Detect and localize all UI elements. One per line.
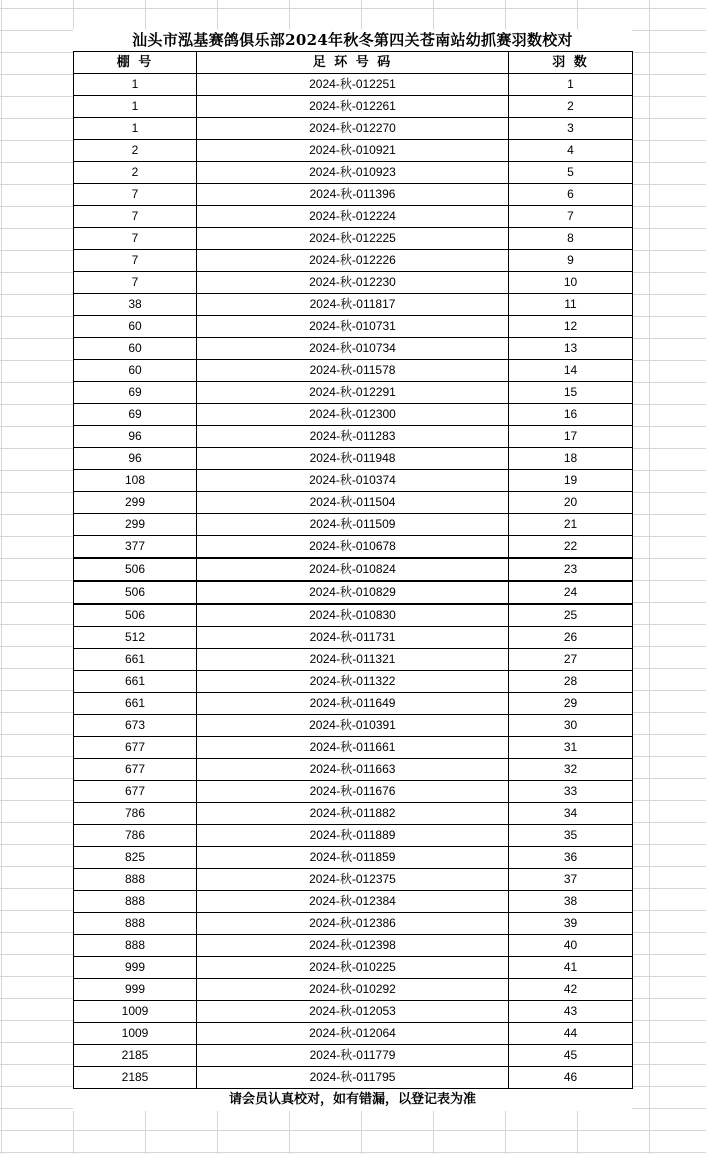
cell-loft[interactable]: 7 [74,184,197,206]
cell-loft[interactable]: 1 [74,96,197,118]
cell-loft[interactable]: 96 [74,426,197,448]
cell-ring[interactable]: 2024-秋-011322 [197,671,509,693]
cell-ring[interactable]: 2024-秋-011649 [197,693,509,715]
table-row [74,184,633,206]
cell-ring[interactable]: 2024-秋-011661 [197,737,509,759]
table-row [74,869,633,891]
cell-loft[interactable]: 661 [74,693,197,715]
table-row [74,228,633,250]
cell-loft[interactable]: 677 [74,759,197,781]
table-row [74,649,633,671]
cell-loft[interactable]: 888 [74,869,197,891]
table-row [74,1023,633,1045]
header-loft[interactable]: 棚 号 [74,52,197,74]
cell-loft[interactable]: 677 [74,781,197,803]
cell-loft[interactable]: 673 [74,715,197,737]
cell-ring[interactable]: 2024-秋-011731 [197,627,509,649]
table-row [74,891,633,913]
table-row [74,404,633,426]
cell-count[interactable]: 6 [509,184,633,206]
cell-loft[interactable]: 2 [74,140,197,162]
cell-count[interactable]: 24 [509,581,633,604]
cell-count[interactable]: 12 [509,316,633,338]
cell-count[interactable]: 1 [509,74,633,96]
cell-count[interactable]: 18 [509,448,633,470]
cell-count[interactable]: 43 [509,1001,633,1023]
cell-loft[interactable]: 661 [74,671,197,693]
cell-loft[interactable]: 69 [74,404,197,426]
cell-count[interactable]: 16 [509,404,633,426]
table-row [74,426,633,448]
cell-count[interactable]: 36 [509,847,633,869]
cell-ring[interactable]: 2024-秋-011509 [197,514,509,536]
table-row [74,825,633,847]
table-row [74,316,633,338]
cell-ring[interactable]: 2024-秋-011882 [197,803,509,825]
table-row [74,250,633,272]
table-row [74,514,633,536]
cell-ring[interactable]: 2024-秋-010921 [197,140,509,162]
header-count[interactable]: 羽 数 [509,52,633,74]
table-row [74,935,633,957]
cell-ring[interactable]: 2024-秋-011859 [197,847,509,869]
cell-count[interactable]: 33 [509,781,633,803]
cell-ring[interactable]: 2024-秋-010731 [197,316,509,338]
cell-count[interactable]: 23 [509,558,633,581]
table-row [74,693,633,715]
table-row [74,140,633,162]
cell-ring[interactable]: 2024-秋-010292 [197,979,509,1001]
cell-count[interactable]: 15 [509,382,633,404]
cell-count[interactable]: 32 [509,759,633,781]
cell-count[interactable]: 5 [509,162,633,184]
cell-loft[interactable]: 1009 [74,1001,197,1023]
cell-loft[interactable]: 299 [74,492,197,514]
cell-count[interactable]: 30 [509,715,633,737]
cell-loft[interactable]: 1 [74,74,197,96]
cell-loft[interactable]: 2185 [74,1045,197,1067]
cell-ring[interactable]: 2024-秋-011795 [197,1067,509,1089]
cell-count[interactable]: 45 [509,1045,633,1067]
table-row [74,360,633,382]
table-row [74,803,633,825]
table-row [74,338,633,360]
cell-loft[interactable]: 2 [74,162,197,184]
spreadsheet-sheet [73,29,632,1111]
cell-ring[interactable]: 2024-秋-011396 [197,184,509,206]
cell-ring[interactable]: 2024-秋-012224 [197,206,509,228]
cell-count[interactable]: 14 [509,360,633,382]
cell-loft[interactable]: 786 [74,825,197,847]
cell-count[interactable]: 35 [509,825,633,847]
footer-note[interactable]: 请会员认真校对，如有错漏，以登记表为准 [73,1089,632,1111]
header-row [74,52,633,74]
cell-loft[interactable]: 999 [74,957,197,979]
cell-count[interactable]: 9 [509,250,633,272]
cell-ring[interactable]: 2024-秋-010734 [197,338,509,360]
table-row [74,979,633,1001]
cell-loft[interactable]: 60 [74,316,197,338]
cell-ring[interactable]: 2024-秋-010829 [197,581,509,604]
cell-ring[interactable]: 2024-秋-010830 [197,604,509,627]
table-row [74,448,633,470]
table-row [74,671,633,693]
table-row [74,206,633,228]
cell-ring[interactable]: 2024-秋-011504 [197,492,509,514]
cell-ring[interactable]: 2024-秋-011578 [197,360,509,382]
cell-count[interactable]: 8 [509,228,633,250]
cell-count[interactable]: 39 [509,913,633,935]
cell-ring[interactable]: 2024-秋-011676 [197,781,509,803]
table-row [74,957,633,979]
cell-ring[interactable]: 2024-秋-012053 [197,1001,509,1023]
cell-ring[interactable]: 2024-秋-010391 [197,715,509,737]
pigeon-count-table [73,51,633,1089]
cell-count[interactable]: 40 [509,935,633,957]
cell-loft[interactable]: 7 [74,272,197,294]
cell-count[interactable]: 25 [509,604,633,627]
cell-ring[interactable]: 2024-秋-012261 [197,96,509,118]
cell-loft[interactable]: 60 [74,338,197,360]
cell-count[interactable]: 2 [509,96,633,118]
cell-ring[interactable]: 2024-秋-012386 [197,913,509,935]
table-row [74,737,633,759]
table-row [74,715,633,737]
cell-count[interactable]: 42 [509,979,633,1001]
table-row [74,847,633,869]
cell-loft[interactable]: 825 [74,847,197,869]
cell-ring[interactable]: 2024-秋-011889 [197,825,509,847]
cell-count[interactable]: 21 [509,514,633,536]
cell-count[interactable]: 38 [509,891,633,913]
sheet-title[interactable]: 汕头市泓基赛鸽俱乐部2024年秋冬第四关苍南站幼抓赛羽数校对 [73,29,632,51]
cell-count[interactable]: 44 [509,1023,633,1045]
cell-ring[interactable]: 2024-秋-012230 [197,272,509,294]
cell-count[interactable]: 41 [509,957,633,979]
table-row [74,759,633,781]
cell-count[interactable]: 17 [509,426,633,448]
cell-ring[interactable]: 2024-秋-011321 [197,649,509,671]
table-row [74,1067,633,1089]
cell-loft[interactable]: 506 [74,604,197,627]
table-row [74,627,633,649]
cell-count[interactable]: 3 [509,118,633,140]
cell-count[interactable]: 4 [509,140,633,162]
cell-count[interactable]: 13 [509,338,633,360]
table-row [74,272,633,294]
cell-ring[interactable]: 2024-秋-011948 [197,448,509,470]
table-row [74,470,633,492]
cell-loft[interactable]: 888 [74,891,197,913]
cell-count[interactable]: 28 [509,671,633,693]
cell-loft[interactable]: 7 [74,228,197,250]
cell-loft[interactable]: 108 [74,470,197,492]
table-row [74,118,633,140]
cell-count[interactable]: 11 [509,294,633,316]
cell-ring[interactable]: 2024-秋-010374 [197,470,509,492]
cell-ring[interactable]: 2024-秋-012251 [197,74,509,96]
cell-loft[interactable]: 786 [74,803,197,825]
cell-ring[interactable]: 2024-秋-012064 [197,1023,509,1045]
table-row [74,1045,633,1067]
cell-count[interactable]: 46 [509,1067,633,1089]
table-row [74,1001,633,1023]
cell-ring[interactable]: 2024-秋-012225 [197,228,509,250]
cell-loft[interactable]: 299 [74,514,197,536]
cell-count[interactable]: 22 [509,536,633,559]
cell-ring[interactable]: 2024-秋-012384 [197,891,509,913]
table-row [74,74,633,96]
cell-count[interactable]: 31 [509,737,633,759]
cell-ring[interactable]: 2024-秋-010824 [197,558,509,581]
cell-loft[interactable]: 377 [74,536,197,559]
table-row [74,96,633,118]
cell-loft[interactable]: 7 [74,250,197,272]
cell-loft[interactable]: 1 [74,118,197,140]
table-row [74,781,633,803]
cell-ring[interactable]: 2024-秋-012270 [197,118,509,140]
cell-loft[interactable]: 661 [74,649,197,671]
cell-loft[interactable]: 1009 [74,1023,197,1045]
cell-ring[interactable]: 2024-秋-011817 [197,294,509,316]
cell-ring[interactable]: 2024-秋-012226 [197,250,509,272]
table-row [74,558,633,581]
table-row [74,604,633,627]
cell-ring[interactable]: 2024-秋-012375 [197,869,509,891]
cell-loft[interactable]: 677 [74,737,197,759]
header-ring[interactable]: 足 环 号 码 [197,52,509,74]
table-row [74,492,633,514]
cell-ring[interactable]: 2024-秋-012398 [197,935,509,957]
cell-ring[interactable]: 2024-秋-011663 [197,759,509,781]
table-row [74,162,633,184]
cell-count[interactable]: 10 [509,272,633,294]
table-row [74,294,633,316]
cell-loft[interactable]: 60 [74,360,197,382]
cell-loft[interactable]: 96 [74,448,197,470]
cell-count[interactable]: 19 [509,470,633,492]
cell-count[interactable]: 37 [509,869,633,891]
cell-ring[interactable]: 2024-秋-011283 [197,426,509,448]
cell-ring[interactable]: 2024-秋-010225 [197,957,509,979]
cell-loft[interactable]: 999 [74,979,197,1001]
cell-count[interactable]: 29 [509,693,633,715]
cell-loft[interactable]: 512 [74,627,197,649]
cell-loft[interactable]: 506 [74,581,197,604]
table-row [74,581,633,604]
cell-ring[interactable]: 2024-秋-010678 [197,536,509,559]
cell-loft[interactable]: 888 [74,913,197,935]
cell-ring[interactable]: 2024-秋-010923 [197,162,509,184]
cell-count[interactable]: 26 [509,627,633,649]
table-row [74,382,633,404]
cell-loft[interactable]: 2185 [74,1067,197,1089]
cell-loft[interactable]: 888 [74,935,197,957]
cell-loft[interactable]: 506 [74,558,197,581]
table-row [74,913,633,935]
table-body [74,74,633,1089]
cell-count[interactable]: 34 [509,803,633,825]
cell-loft[interactable]: 7 [74,206,197,228]
cell-count[interactable]: 7 [509,206,633,228]
cell-ring[interactable]: 2024-秋-012300 [197,404,509,426]
table-row [74,536,633,559]
cell-count[interactable]: 27 [509,649,633,671]
cell-ring[interactable]: 2024-秋-012291 [197,382,509,404]
cell-loft[interactable]: 69 [74,382,197,404]
cell-loft[interactable]: 38 [74,294,197,316]
cell-ring[interactable]: 2024-秋-011779 [197,1045,509,1067]
cell-count[interactable]: 20 [509,492,633,514]
